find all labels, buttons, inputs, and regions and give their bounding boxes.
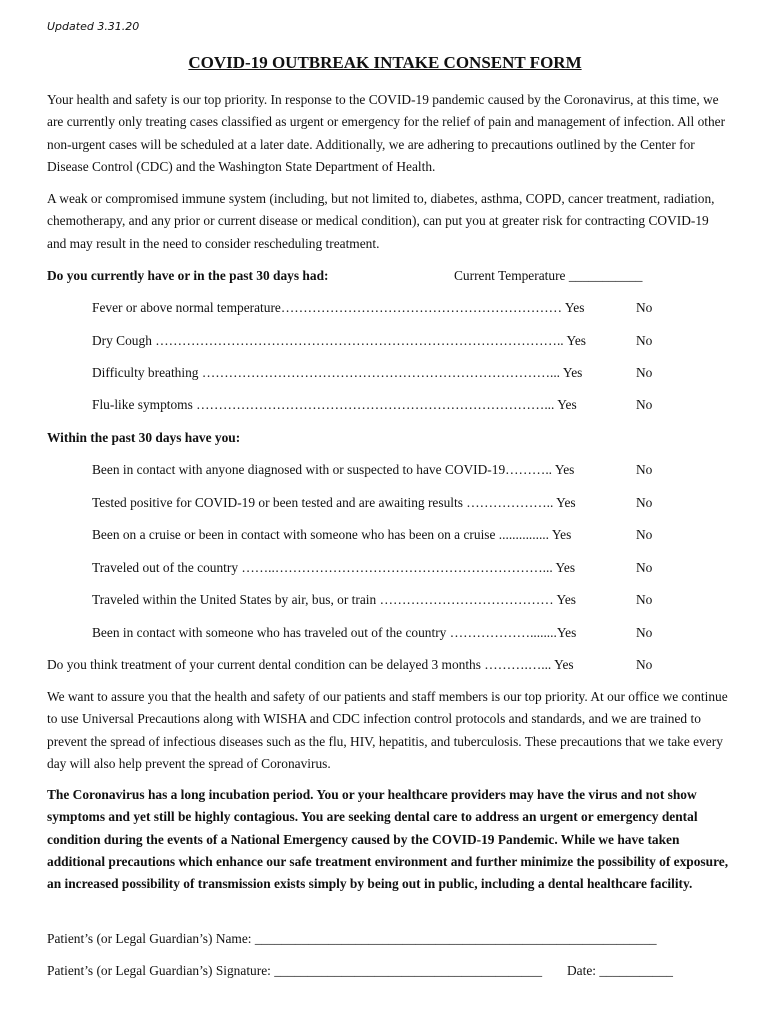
question-text: Been in contact with anyone diagnosed with or suspected to have COVID-19……….. Yes (92, 462, 575, 477)
no-option[interactable]: No (636, 625, 653, 640)
question-contact-traveler (92, 624, 732, 642)
no-option[interactable]: No (636, 333, 653, 348)
patient-name-field[interactable]: Patient’s (or Legal Guardian’s) Name: ____________________________________________________________ (47, 931, 657, 946)
section2-heading: Within the past 30 days have you: (47, 430, 241, 445)
date-field[interactable]: Date: ___________ (567, 963, 673, 978)
no-option[interactable]: No (636, 365, 653, 380)
no-option[interactable]: No (636, 462, 653, 477)
question-contact-covid (92, 461, 732, 479)
question-text: Difficulty breathing ……………………………………………………………………... Yes (92, 365, 583, 380)
question-dry-cough (92, 332, 732, 350)
question-text: Flu-like symptoms ……………………………………………………………………... Yes (92, 397, 577, 412)
question-fever (92, 299, 732, 317)
question-treatment-delay (47, 656, 687, 674)
no-option[interactable]: No (636, 495, 653, 510)
no-option[interactable]: No (636, 300, 653, 315)
question-flu-like-symptoms (92, 396, 732, 414)
patient-signature-field[interactable]: Patient’s (or Legal Guardian’s) Signature: ________________________________________ (47, 963, 543, 978)
no-option[interactable]: No (636, 527, 653, 542)
question-text: Been in contact with someone who has traveled out of the country ………………........Yes (92, 625, 577, 640)
question-traveled-abroad (92, 559, 732, 577)
question-difficulty-breathing (92, 364, 732, 382)
current-temperature-field[interactable]: Current Temperature ___________ (454, 268, 643, 283)
question-text: Traveled out of the country ……..……………………………………………………... Yes (92, 560, 576, 575)
no-option[interactable]: No (636, 592, 653, 607)
question-tested-positive (92, 494, 732, 512)
no-option[interactable]: No (636, 560, 653, 575)
question-text: Dry Cough ……………………………………………………………………………….. Yes (92, 333, 586, 348)
assurance-paragraph: We want to assure you that the health and safety of our patients and staff members is our top priority. At our office we continue to use Universal Precautions along with WISHA and CDC infection control protocols and standards, and we are trained to prevent the spread of infectious diseases such as the flu, HIV, hepatitis, and tuberculosis. These precautions that we take every day will also help prevent the spread of Coronavirus. (47, 689, 728, 771)
intro-paragraph-2: A weak or compromised immune system (including, but not limited to, diabetes, asthma, COPD, cancer treatment, radiation, chemotherapy, and any prior or current disease or medical condition), can put you at greater risk for contracting COVID-19 and may result in the need to consider rescheduling treatment. (47, 191, 715, 251)
question-text: Fever or above normal temperature……………………………………………………… Yes (92, 300, 585, 315)
question-text: Tested positive for COVID-19 or been tested and are awaiting results ……………….. Yes (92, 495, 576, 510)
incubation-warning-paragraph: The Coronavirus has a long incubation period. You or your healthcare providers may have the virus and not show symptoms and yet still be highly contagious. You are seeking dental care to address an urgent or emergency dental condition during the events of a National Emergency caused by the COVID-19 Pandemic. While we have taken additional precautions which enhance our safe treatment environment and further minimize the possibility of exposure, an increased possibility of transmission exists simply by being out in public, including a dental healthcare facility. (47, 787, 729, 892)
question-text: Traveled within the United States by air, bus, or train ………………………………… Yes (92, 592, 576, 607)
no-option[interactable]: No (636, 657, 653, 672)
question-text: Do you think treatment of your current dental condition can be delayed 3 months ……….…... Yes (47, 657, 574, 672)
question-cruise (92, 526, 732, 544)
updated-date: Updated 3.31.20 (47, 20, 140, 33)
question-traveled-domestic (92, 591, 732, 609)
form-title: COVID-19 OUTBREAK INTAKE CONSENT FORM (188, 53, 582, 72)
no-option[interactable]: No (636, 397, 653, 412)
intro-paragraph-1: Your health and safety is our top priority. In response to the COVID-19 pandemic caused by the Coronavirus, at this time, we are currently only treating cases classified as urgent or emergency for the relief of pain and management of infection. All other non-urgent cases will be scheduled at a later date. Additionally, we are adhering to precautions outlined by the Center for Disease Control (CDC) and the Washington State Department of Health. (47, 92, 726, 174)
section1-heading: Do you currently have or in the past 30 days had: (47, 268, 329, 283)
question-text: Been on a cruise or been in contact with someone who has been on a cruise ............... Yes (92, 527, 572, 542)
